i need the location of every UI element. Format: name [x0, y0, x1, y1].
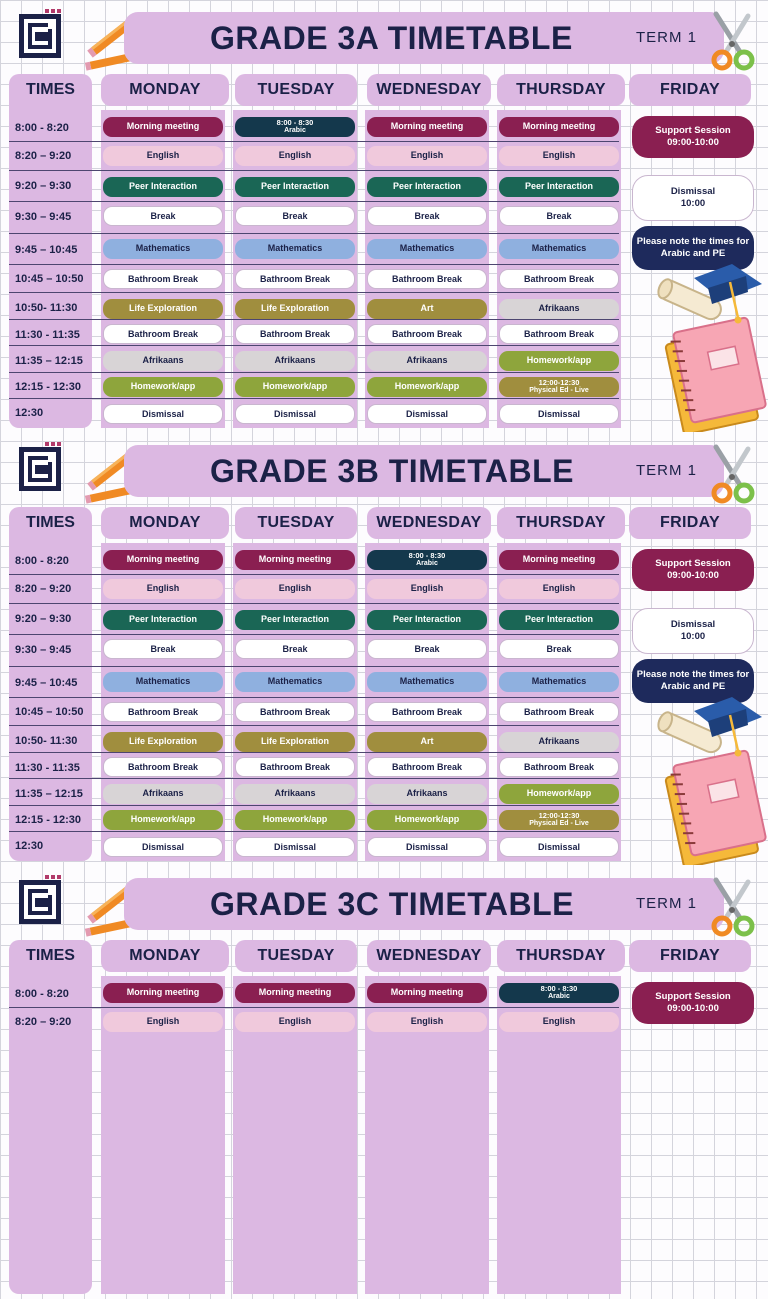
time-slot-label: 10:45 – 10:50 [15, 273, 84, 285]
lesson-name: Homework/app [130, 381, 196, 391]
lesson-name: Art [420, 736, 434, 746]
lesson-cell [103, 299, 223, 319]
graduation-books-illustration [650, 262, 768, 432]
lesson-cell [499, 351, 619, 371]
lesson-name: Life Exploration [128, 736, 197, 746]
section-title: GRADE 3A TIMETABLE [210, 20, 573, 56]
lesson-name: Dismissal [273, 409, 317, 419]
lesson-name: Break [150, 644, 176, 654]
day-header-tuesday: TUESDAY [235, 507, 357, 539]
lesson-cell [235, 837, 355, 857]
lesson-name: Dismissal [537, 409, 581, 419]
lesson-cell [367, 810, 487, 830]
lesson-cell [499, 784, 619, 804]
lesson-cell [235, 269, 355, 289]
lesson-name: Mathematics [135, 676, 191, 686]
lesson-cell [235, 351, 355, 371]
lesson-cell [235, 324, 355, 344]
lesson-cell [103, 324, 223, 344]
lesson-name: Bathroom Break [523, 329, 595, 339]
lesson-cell [499, 269, 619, 289]
friday-note-line: 09:00-10:00 [667, 570, 719, 581]
lesson-cell [499, 239, 619, 259]
lesson-cell [367, 610, 487, 630]
lesson-name: Life Exploration [128, 303, 197, 313]
row-divider [9, 574, 619, 575]
time-slot-label: 8:20 – 9:20 [15, 583, 72, 595]
lesson-name: Morning meeting [126, 987, 200, 997]
lesson-name: Mathematics [531, 243, 587, 253]
lesson-cell [103, 239, 223, 259]
lesson-cell [103, 639, 223, 659]
time-slot-label: 10:50- 11:30 [15, 302, 78, 314]
lesson-cell [499, 117, 619, 137]
friday-note [632, 175, 754, 221]
lesson-name: English [146, 1016, 180, 1026]
lesson-cell [235, 810, 355, 830]
lesson-cell [103, 983, 223, 1003]
friday-note [632, 116, 754, 158]
lesson-name: Peer Interaction [260, 614, 330, 624]
lesson-cell [499, 810, 619, 830]
lesson-name: Afrikaans [274, 788, 316, 798]
lesson-cell [499, 299, 619, 319]
row-divider [9, 634, 619, 635]
term-label: TERM 1 [636, 895, 698, 912]
lesson-name: Mathematics [531, 676, 587, 686]
lesson-name: Morning meeting [126, 121, 200, 131]
friday-note-line: 10:00 [680, 198, 706, 209]
lesson-name: English [410, 583, 444, 593]
lesson-name: Break [546, 644, 572, 654]
friday-note-line: Dismissal [670, 619, 716, 630]
lesson-cell [499, 377, 619, 397]
graduation-books-illustration [650, 695, 768, 865]
time-slot-label: 11:35 – 12:15 [15, 355, 83, 367]
timetable-section [0, 0, 768, 433]
lesson-name: English [278, 583, 312, 593]
section-title: GRADE 3B TIMETABLE [210, 453, 574, 489]
time-slot-label: 9:30 – 9:45 [15, 644, 72, 656]
row-divider [9, 1007, 619, 1008]
lesson-cell [367, 757, 487, 777]
day-header-thursday: THURSDAY [497, 940, 625, 972]
lesson-cell [367, 351, 487, 371]
lesson-name: Morning meeting [126, 554, 200, 564]
lesson-cell [103, 177, 223, 197]
lesson-name: Mathematics [267, 243, 323, 253]
lesson-subtitle: Physical Ed - Live [529, 387, 589, 394]
lesson-name: Bathroom Break [523, 762, 595, 772]
lesson-subtitle: Arabic [416, 560, 438, 567]
lesson-cell [367, 404, 487, 424]
lesson-name: Break [150, 211, 176, 221]
lesson-cell [235, 550, 355, 570]
lesson-cell [103, 404, 223, 424]
lesson-cell [367, 639, 487, 659]
lesson-name: English [278, 150, 312, 160]
lesson-name: Dismissal [405, 409, 449, 419]
lesson-name: Bathroom Break [523, 707, 595, 717]
lesson-cell [103, 146, 223, 166]
lesson-name: Bathroom Break [523, 274, 595, 284]
lesson-cell [235, 983, 355, 1003]
lesson-name: Bathroom Break [127, 707, 199, 717]
lesson-cell [499, 177, 619, 197]
lesson-cell [235, 672, 355, 692]
scissors-icon [704, 443, 760, 507]
lesson-cell [367, 983, 487, 1003]
friday-note [632, 608, 754, 654]
friday-note-line: Please note the times for [636, 669, 750, 680]
lesson-name: Afrikaans [538, 303, 580, 313]
day-header-wednesday: WEDNESDAY [367, 74, 491, 106]
time-slot-label: 10:50- 11:30 [15, 735, 78, 747]
lesson-name: Homework/app [262, 381, 328, 391]
lesson-name: Homework/app [394, 814, 460, 824]
lesson-name: Bathroom Break [127, 762, 199, 772]
lesson-cell [103, 550, 223, 570]
row-divider [9, 233, 619, 234]
row-divider [9, 345, 619, 346]
lesson-cell [235, 377, 355, 397]
lesson-name: English [542, 583, 576, 593]
lesson-cell [499, 404, 619, 424]
lesson-cell [235, 579, 355, 599]
lesson-cell [499, 757, 619, 777]
lesson-name: Afrikaans [274, 355, 316, 365]
lesson-cell [103, 206, 223, 226]
row-divider [9, 292, 619, 293]
lesson-cell [235, 757, 355, 777]
day-header-monday: MONDAY [101, 940, 229, 972]
time-slot-label: 8:00 - 8:20 [15, 122, 69, 134]
lesson-name: Homework/app [262, 814, 328, 824]
lesson-name: Bathroom Break [127, 274, 199, 284]
day-header-thursday: THURSDAY [497, 74, 625, 106]
friday-note-line: 09:00-10:00 [667, 137, 719, 148]
time-slot-label: 8:20 – 9:20 [15, 1016, 72, 1028]
lesson-name: Homework/app [130, 814, 196, 824]
lesson-cell [235, 732, 355, 752]
lesson-name: English [542, 150, 576, 160]
row-divider [9, 752, 619, 753]
lesson-name: Peer Interaction [392, 614, 462, 624]
lesson-cell [367, 269, 487, 289]
lesson-name: Mathematics [267, 676, 323, 686]
lesson-name: Afrikaans [142, 788, 184, 798]
lesson-cell [499, 1012, 619, 1032]
lesson-name: English [542, 1016, 576, 1026]
lesson-cell [235, 784, 355, 804]
day-header-friday: FRIDAY [629, 940, 751, 972]
lesson-name: Peer Interaction [392, 181, 462, 191]
lesson-name: Bathroom Break [391, 274, 463, 284]
lesson-cell [103, 810, 223, 830]
timetable-section [0, 866, 768, 1299]
time-slot-label: 9:30 – 9:45 [15, 211, 72, 223]
lesson-subtitle: Arabic [284, 127, 306, 134]
lesson-name: Break [282, 211, 308, 221]
lesson-name: Bathroom Break [391, 762, 463, 772]
timetable-section [0, 433, 768, 866]
time-slot-label: 10:45 – 10:50 [15, 706, 84, 718]
time-slot-label: 12:15 - 12:30 [15, 814, 82, 826]
lesson-cell [367, 377, 487, 397]
lesson-name: Morning meeting [522, 554, 596, 564]
lesson-name: Bathroom Break [391, 329, 463, 339]
time-slot-label: 9:20 – 9:30 [15, 613, 72, 625]
lesson-cell [499, 983, 619, 1003]
lesson-cell [103, 732, 223, 752]
lesson-name: Mathematics [399, 676, 455, 686]
friday-note [632, 982, 754, 1024]
lesson-name: Peer Interaction [524, 181, 594, 191]
lesson-cell [235, 299, 355, 319]
lesson-name: Peer Interaction [524, 614, 594, 624]
lesson-cell [235, 702, 355, 722]
lesson-name: Life Exploration [260, 303, 329, 313]
lesson-cell [367, 732, 487, 752]
day-header-wednesday: WEDNESDAY [367, 507, 491, 539]
lesson-name: Break [546, 211, 572, 221]
row-divider [9, 170, 619, 171]
lesson-cell [499, 610, 619, 630]
school-logo [17, 441, 63, 493]
lesson-name: Dismissal [405, 842, 449, 852]
lesson-name: Afrikaans [406, 355, 448, 365]
lesson-cell [103, 784, 223, 804]
day-header-tuesday: TUESDAY [235, 940, 357, 972]
lesson-name: Peer Interaction [128, 181, 198, 191]
time-slot-label: 11:30 - 11:35 [15, 762, 80, 774]
times-header: TIMES [26, 947, 75, 964]
friday-note-line: Support Session [655, 125, 731, 136]
row-divider [9, 201, 619, 202]
lesson-cell [367, 324, 487, 344]
lesson-name: Peer Interaction [260, 181, 330, 191]
lesson-name: English [278, 1016, 312, 1026]
lesson-cell [103, 702, 223, 722]
lesson-cell [367, 579, 487, 599]
lesson-cell [367, 1012, 487, 1032]
lesson-cell [499, 579, 619, 599]
friday-note-line: Support Session [655, 991, 731, 1002]
friday-note-line: Support Session [655, 558, 731, 569]
time-slot-label: 9:45 – 10:45 [15, 244, 78, 256]
lesson-name: Morning meeting [522, 121, 596, 131]
time-slot-label: 12:15 - 12:30 [15, 381, 82, 393]
lesson-cell [499, 550, 619, 570]
lesson-cell [103, 610, 223, 630]
time-slot-label: 8:00 - 8:20 [15, 555, 69, 567]
row-divider [9, 603, 619, 604]
lesson-name: Homework/app [526, 355, 592, 365]
lesson-name: Afrikaans [142, 355, 184, 365]
row-divider [9, 319, 619, 320]
row-divider [9, 805, 619, 806]
lesson-cell [235, 1012, 355, 1032]
lesson-name: 8:00 - 8:30 [276, 118, 314, 127]
day-header-monday: MONDAY [101, 507, 229, 539]
time-slot-label: 11:30 - 11:35 [15, 329, 80, 341]
row-divider [9, 831, 619, 832]
row-divider [9, 725, 619, 726]
lesson-name: English [410, 150, 444, 160]
term-label: TERM 1 [636, 29, 698, 46]
row-divider [9, 141, 619, 142]
term-label: TERM 1 [636, 462, 698, 479]
lesson-cell [499, 324, 619, 344]
lesson-name: Bathroom Break [127, 329, 199, 339]
friday-note-line: 09:00-10:00 [667, 1003, 719, 1014]
lesson-cell [235, 206, 355, 226]
scissors-icon [704, 10, 760, 74]
school-logo [17, 874, 63, 926]
lesson-name: Bathroom Break [259, 329, 331, 339]
lesson-name: Bathroom Break [259, 274, 331, 284]
lesson-name: English [146, 583, 180, 593]
section-title: GRADE 3C TIMETABLE [210, 886, 574, 922]
lesson-cell [367, 837, 487, 857]
time-slot-label: 8:20 – 9:20 [15, 150, 72, 162]
lesson-cell [235, 239, 355, 259]
lesson-cell [103, 117, 223, 137]
lesson-cell [367, 672, 487, 692]
lesson-cell [367, 784, 487, 804]
lesson-cell [499, 837, 619, 857]
lesson-cell [235, 117, 355, 137]
row-divider [9, 398, 619, 399]
lesson-cell [235, 177, 355, 197]
lesson-cell [367, 177, 487, 197]
lesson-name: Break [414, 644, 440, 654]
lesson-name: Bathroom Break [259, 762, 331, 772]
row-divider [9, 264, 619, 265]
lesson-cell [235, 639, 355, 659]
lesson-name: Dismissal [141, 842, 185, 852]
lesson-name: Afrikaans [538, 736, 580, 746]
lesson-name: Homework/app [526, 788, 592, 798]
lesson-cell [103, 579, 223, 599]
lesson-name: Dismissal [537, 842, 581, 852]
time-slot-label: 9:45 – 10:45 [15, 677, 78, 689]
row-divider [9, 697, 619, 698]
lesson-name: Bathroom Break [391, 707, 463, 717]
day-header-friday: FRIDAY [629, 507, 751, 539]
friday-note [632, 549, 754, 591]
lesson-cell [103, 377, 223, 397]
times-header: TIMES [26, 81, 75, 98]
lesson-name: 8:00 - 8:30 [408, 551, 446, 560]
lesson-cell [103, 757, 223, 777]
lesson-cell [499, 146, 619, 166]
lesson-cell [235, 610, 355, 630]
lesson-name: English [410, 1016, 444, 1026]
day-header-friday: FRIDAY [629, 74, 751, 106]
time-slot-label: 12:30 [15, 407, 44, 419]
lesson-name: 12:00-12:30 [538, 811, 580, 820]
lesson-name: Morning meeting [390, 987, 464, 997]
time-slot-label: 12:30 [15, 840, 44, 852]
time-slot-label: 9:20 – 9:30 [15, 180, 72, 192]
row-divider [9, 778, 619, 779]
day-header-monday: MONDAY [101, 74, 229, 106]
day-header-wednesday: WEDNESDAY [367, 940, 491, 972]
lesson-name: 8:00 - 8:30 [540, 984, 578, 993]
lesson-name: Dismissal [141, 409, 185, 419]
lesson-name: 12:00-12:30 [538, 378, 580, 387]
lesson-cell [235, 404, 355, 424]
lesson-subtitle: Physical Ed - Live [529, 820, 589, 827]
time-slot-label: 8:00 - 8:20 [15, 988, 69, 1000]
lesson-name: Dismissal [273, 842, 317, 852]
lesson-name: Morning meeting [390, 121, 464, 131]
lesson-name: Peer Interaction [128, 614, 198, 624]
lesson-cell [103, 269, 223, 289]
lesson-cell [367, 702, 487, 722]
lesson-cell [499, 206, 619, 226]
lesson-cell [235, 146, 355, 166]
lesson-name: Break [414, 211, 440, 221]
row-divider [9, 372, 619, 373]
lesson-cell [367, 206, 487, 226]
lesson-cell [367, 550, 487, 570]
lesson-name: Homework/app [394, 381, 460, 391]
day-header-thursday: THURSDAY [497, 507, 625, 539]
friday-note-line: Dismissal [670, 186, 716, 197]
lesson-cell [103, 1012, 223, 1032]
friday-note-line: Arabic and PE [660, 248, 726, 259]
lesson-cell [367, 117, 487, 137]
times-header: TIMES [26, 514, 75, 531]
lesson-cell [103, 837, 223, 857]
lesson-cell [103, 351, 223, 371]
lesson-name: Bathroom Break [259, 707, 331, 717]
lesson-name: Morning meeting [258, 987, 332, 997]
lesson-name: Art [420, 303, 434, 313]
lesson-name: Afrikaans [406, 788, 448, 798]
lesson-cell [499, 702, 619, 722]
lesson-cell [367, 146, 487, 166]
lesson-cell [367, 239, 487, 259]
time-slot-label: 11:35 – 12:15 [15, 788, 83, 800]
lesson-cell [499, 732, 619, 752]
lesson-name: Morning meeting [258, 554, 332, 564]
lesson-cell [367, 299, 487, 319]
friday-note-line: Please note the times for [636, 236, 750, 247]
lesson-cell [499, 672, 619, 692]
lesson-cell [103, 672, 223, 692]
lesson-name: Mathematics [135, 243, 191, 253]
lesson-name: Life Exploration [260, 736, 329, 746]
row-divider [9, 666, 619, 667]
friday-note-line: 10:00 [680, 631, 706, 642]
scissors-icon [704, 876, 760, 940]
lesson-subtitle: Arabic [548, 993, 570, 1000]
lesson-name: Mathematics [399, 243, 455, 253]
friday-note-line: Arabic and PE [660, 681, 726, 692]
lesson-cell [499, 639, 619, 659]
lesson-name: English [146, 150, 180, 160]
school-logo [17, 8, 63, 60]
lesson-name: Break [282, 644, 308, 654]
day-header-tuesday: TUESDAY [235, 74, 357, 106]
